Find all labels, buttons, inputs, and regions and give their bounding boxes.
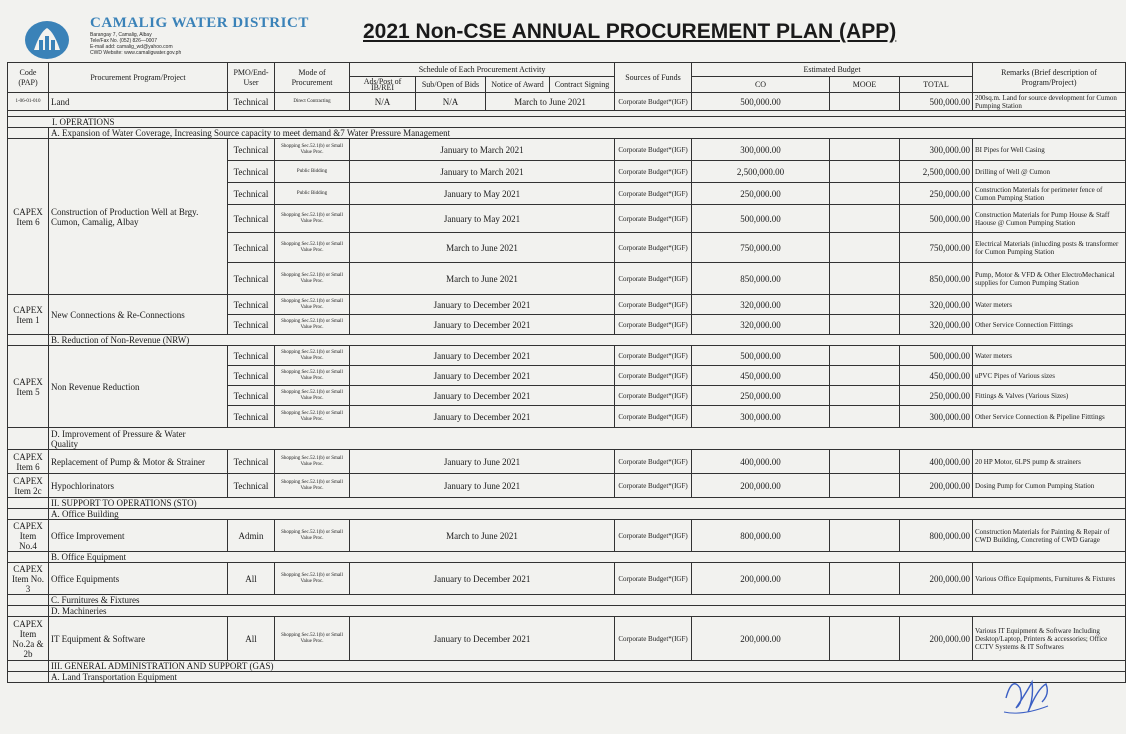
organization-header <box>90 15 309 56</box>
source-cell: Corporate Budget*(IGF) <box>615 263 692 295</box>
schedule-cell: January to May 2021 <box>350 183 615 205</box>
mooe-cell <box>830 450 900 474</box>
source-cell: Corporate Budget*(IGF) <box>615 474 692 498</box>
section-heading: II. SUPPORT TO OPERATIONS (STO) <box>49 498 1126 509</box>
mooe-cell <box>830 233 900 263</box>
total-cell: 320,000.00 <box>900 295 973 315</box>
mooe-cell <box>830 295 900 315</box>
schedule-cell: March to June 2021 <box>486 93 615 111</box>
co-cell: 300,000.00 <box>692 406 830 428</box>
source-cell: Corporate Budget*(IGF) <box>615 563 692 595</box>
co-cell: 250,000.00 <box>692 183 830 205</box>
ads-cell: N/A <box>350 93 416 111</box>
pmo-cell: Technical <box>228 139 275 161</box>
schedule-cell: March to June 2021 <box>350 263 615 295</box>
code-cell: 1-06-01-010 <box>8 93 49 111</box>
mode-cell: Shopping Sec.52.1(b) or Small Value Proc. <box>275 366 350 386</box>
section-heading: A. Land Transportation Equipment <box>49 672 1126 683</box>
remarks-cell: Various IT Equipment & Software Including Desktop/Laptop, Printers & accessories; Office CCTV Systems & IT Softwares <box>973 617 1126 661</box>
col-remarks: Remarks (Brief description of Program/Project) <box>973 63 1126 93</box>
pmo-cell: Technical <box>228 161 275 183</box>
table-row <box>8 474 1126 498</box>
total-cell: 2,500,000.00 <box>900 161 973 183</box>
schedule-cell: January to December 2021 <box>350 346 615 366</box>
total-cell: 250,000.00 <box>900 386 973 406</box>
mooe-cell <box>830 346 900 366</box>
co-cell: 800,000.00 <box>692 520 830 552</box>
schedule-cell: January to December 2021 <box>350 406 615 428</box>
pmo-cell: All <box>228 563 275 595</box>
pmo-cell: Technical <box>228 450 275 474</box>
code-cell: CAPEX Item 1 <box>8 295 49 335</box>
table-row <box>8 520 1126 552</box>
co-cell: 250,000.00 <box>692 386 830 406</box>
code-cell: CAPEX Item 6 <box>8 450 49 474</box>
program-cell: Non Revenue Reduction <box>49 346 228 428</box>
pmo-cell: Technical <box>228 263 275 295</box>
remarks-cell: 20 HP Motor, 6LPS pump & strainers <box>973 450 1126 474</box>
total-cell: 500,000.00 <box>900 93 973 111</box>
remarks-cell: Water meters <box>973 295 1126 315</box>
program-cell: Office Equipments <box>49 563 228 595</box>
mode-cell: Shopping Sec.52.1(b) or Small Value Proc. <box>275 295 350 315</box>
total-cell: 300,000.00 <box>900 139 973 161</box>
mode-cell: Public Bidding <box>275 183 350 205</box>
code-cell: CAPEX Item No. 3 <box>8 563 49 595</box>
schedule-cell: January to June 2021 <box>350 450 615 474</box>
code-cell: CAPEX Item 2c <box>8 474 49 498</box>
pmo-cell: Technical <box>228 183 275 205</box>
section-heading: I. OPERATIONS <box>8 117 1126 128</box>
remarks-cell: Water meters <box>973 346 1126 366</box>
table-row <box>8 295 1126 315</box>
handwritten-signature <box>998 668 1058 718</box>
table-row <box>8 563 1126 595</box>
remarks-cell: BI Pipes for Well Casing <box>973 139 1126 161</box>
remarks-cell: Construction Materials for Painting & Repair of CWD Building, Concreting of CWD Garage <box>973 520 1126 552</box>
remarks-cell: Electrical Materials (inlucding posts & transformer for Cumon Pumping Station <box>973 233 1126 263</box>
col-sub-open: Sub/Open of Bids <box>416 77 486 93</box>
total-cell: 200,000.00 <box>900 474 973 498</box>
program-cell: Land <box>49 93 228 111</box>
schedule-cell: January to December 2021 <box>350 563 615 595</box>
col-code: Code (PAP) <box>8 63 49 93</box>
co-cell: 200,000.00 <box>692 617 830 661</box>
total-cell: 450,000.00 <box>900 366 973 386</box>
pmo-cell: All <box>228 617 275 661</box>
source-cell: Corporate Budget*(IGF) <box>615 315 692 335</box>
org-name: CAMALIG WATER DISTRICT <box>90 15 309 31</box>
mode-cell: Shopping Sec.52.1(b) or Small Value Proc. <box>275 406 350 428</box>
source-cell: Corporate Budget*(IGF) <box>615 386 692 406</box>
co-cell: 850,000.00 <box>692 263 830 295</box>
col-program: Procurement Program/Project <box>49 63 228 93</box>
total-cell: 200,000.00 <box>900 563 973 595</box>
sub-open-cell: N/A <box>416 93 486 111</box>
source-cell: Corporate Budget*(IGF) <box>615 161 692 183</box>
remarks-cell: Drilling of Well @ Cumon <box>973 161 1126 183</box>
water-district-logo <box>24 20 70 60</box>
mode-cell: Shopping Sec.52.1(b) or Small Value Proc. <box>275 233 350 263</box>
mooe-cell <box>830 617 900 661</box>
mooe-cell <box>830 93 900 111</box>
co-cell: 200,000.00 <box>692 563 830 595</box>
mode-cell: Shopping Sec.52.1(b) or Small Value Proc. <box>275 386 350 406</box>
schedule-cell: January to May 2021 <box>350 205 615 233</box>
schedule-cell: January to December 2021 <box>350 315 615 335</box>
total-cell: 750,000.00 <box>900 233 973 263</box>
remarks-cell: Other Service Connection Fitttings <box>973 315 1126 335</box>
section-heading: B. Reduction of Non-Revenue (NRW) <box>49 335 1126 346</box>
mode-cell: Shopping Sec.52.1(b) or Small Value Proc. <box>275 520 350 552</box>
total-cell: 320,000.00 <box>900 315 973 335</box>
col-budget: Estimated Budget <box>692 63 973 77</box>
co-cell: 200,000.00 <box>692 474 830 498</box>
code-cell: CAPEX Item 5 <box>8 346 49 428</box>
schedule-cell: January to June 2021 <box>350 474 615 498</box>
col-mode: Mode of Procurement <box>275 63 350 93</box>
mooe-cell <box>830 161 900 183</box>
page-title: 2021 Non-CSE ANNUAL PROCUREMENT PLAN (APP) <box>363 20 897 43</box>
source-cell: Corporate Budget*(IGF) <box>615 366 692 386</box>
schedule-cell: January to December 2021 <box>350 295 615 315</box>
col-notice: Notice of Award <box>486 77 550 93</box>
mooe-cell <box>830 474 900 498</box>
total-cell: 850,000.00 <box>900 263 973 295</box>
total-cell: 400,000.00 <box>900 450 973 474</box>
col-ads: Ads/Post of IB/REI <box>350 77 416 93</box>
procurement-table <box>7 62 1126 683</box>
schedule-cell: March to June 2021 <box>350 520 615 552</box>
table-row <box>8 139 1126 161</box>
co-cell: 400,000.00 <box>692 450 830 474</box>
mooe-cell <box>830 315 900 335</box>
section-heading: A. Expansion of Water Coverage, Increasing Source capacity to meet demand &7 Water Pressure Management <box>49 128 1126 139</box>
co-cell: 500,000.00 <box>692 93 830 111</box>
source-cell: Corporate Budget*(IGF) <box>615 450 692 474</box>
source-cell: Corporate Budget*(IGF) <box>615 205 692 233</box>
program-cell: Replacement of Pump & Motor & Strainer <box>49 450 228 474</box>
source-cell: Corporate Budget*(IGF) <box>615 183 692 205</box>
section-heading: III. GENERAL ADMINISTRATION AND SUPPORT (GAS) <box>49 661 1126 672</box>
remarks-cell: Construction Materials for Pump House & Staff Haouse @ Cumon Pumping Station <box>973 205 1126 233</box>
program-cell: Construction of Production Well at Brgy. Cumon, Camalig, Albay <box>49 139 228 295</box>
org-address: Barangay 7, Camalig, Albay <box>90 32 152 38</box>
org-website: CWD Website: www.camaligwater.gov.ph <box>90 50 182 56</box>
pmo-cell: Admin <box>228 520 275 552</box>
co-cell: 320,000.00 <box>692 295 830 315</box>
section-heading: A. Office Building <box>49 509 1126 520</box>
section-heading-text: D. Improvement of Pressure & Water Quality <box>51 428 186 449</box>
mode-cell: Shopping Sec.52.1(b) or Small Value Proc. <box>275 474 350 498</box>
mooe-cell <box>830 263 900 295</box>
pmo-cell: Technical <box>228 386 275 406</box>
mooe-cell <box>830 520 900 552</box>
mode-cell: Shopping Sec.52.1(b) or Small Value Proc. <box>275 346 350 366</box>
section-heading <box>49 428 1126 450</box>
total-cell: 500,000.00 <box>900 205 973 233</box>
pmo-cell: Technical <box>228 474 275 498</box>
pmo-cell: Technical <box>228 406 275 428</box>
remarks-cell: Pump, Motor & VFD & Other ElectroMechanical supplies for Cumon Pumping Station <box>973 263 1126 295</box>
code-cell: CAPEX Item 6 <box>8 139 49 295</box>
col-total: TOTAL <box>900 77 973 93</box>
remarks-cell: 200sq.m. Land for source development for Cumon Pumping Station <box>973 93 1126 111</box>
col-sources: Sources of Funds <box>615 63 692 93</box>
co-cell: 500,000.00 <box>692 205 830 233</box>
mooe-cell <box>830 139 900 161</box>
mode-cell: Shopping Sec.52.1(b) or Small Value Proc. <box>275 617 350 661</box>
remarks-cell: Other Service Connection & Pipeline Fitttings <box>973 406 1126 428</box>
source-cell: Corporate Budget*(IGF) <box>615 520 692 552</box>
mooe-cell <box>830 406 900 428</box>
remarks-cell: Dosing Pump for Cumon Pumping Station <box>973 474 1126 498</box>
mode-cell: Direct Contracting <box>275 93 350 111</box>
co-cell: 500,000.00 <box>692 346 830 366</box>
remarks-cell: Construction Materials for perimeter fence of Cumon Pumping Station <box>973 183 1126 205</box>
col-contract: Contract Signing <box>550 77 615 93</box>
total-cell: 250,000.00 <box>900 183 973 205</box>
pmo-cell: Technical <box>228 233 275 263</box>
remarks-cell: Various Office Equipments, Furnitures & Fixtures <box>973 563 1126 595</box>
col-co: CO <box>692 77 830 93</box>
schedule-cell: January to December 2021 <box>350 386 615 406</box>
mode-cell: Shopping Sec.52.1(b) or Small Value Proc. <box>275 450 350 474</box>
co-cell: 2,500,000.00 <box>692 161 830 183</box>
pmo-cell: Technical <box>228 295 275 315</box>
schedule-cell: March to June 2021 <box>350 233 615 263</box>
pmo-cell: Technical <box>228 93 275 111</box>
source-cell: Corporate Budget*(IGF) <box>615 406 692 428</box>
col-mooe: MOOE <box>830 77 900 93</box>
col-pmo: PMO/End-User <box>228 63 275 93</box>
total-cell: 500,000.00 <box>900 346 973 366</box>
schedule-cell: January to March 2021 <box>350 139 615 161</box>
mooe-cell <box>830 563 900 595</box>
org-email: E-mail add: camalig_wd@yahoo.com <box>90 44 173 50</box>
mode-cell: Shopping Sec.52.1(b) or Small Value Proc. <box>275 263 350 295</box>
mooe-cell <box>830 183 900 205</box>
table-row <box>8 93 1126 111</box>
table-row <box>8 346 1126 366</box>
org-phone: Tele/Fax No. (052) 826—0007 <box>90 38 157 44</box>
source-cell: Corporate Budget*(IGF) <box>615 233 692 263</box>
remarks-cell: uPVC Pipes of Various sizes <box>973 366 1126 386</box>
total-cell: 300,000.00 <box>900 406 973 428</box>
section-heading: D. Machineries <box>49 606 1126 617</box>
program-cell: New Connections & Re-Connections <box>49 295 228 335</box>
program-cell: Hypochlorinators <box>49 474 228 498</box>
pmo-cell: Technical <box>228 205 275 233</box>
total-cell: 200,000.00 <box>900 617 973 661</box>
program-cell: IT Equipment & Software <box>49 617 228 661</box>
code-cell: CAPEX Item No.2a & 2b <box>8 617 49 661</box>
section-heading: B. Office Equipment <box>49 552 1126 563</box>
schedule-cell: January to December 2021 <box>350 366 615 386</box>
co-cell: 320,000.00 <box>692 315 830 335</box>
table-row <box>8 617 1126 661</box>
co-cell: 300,000.00 <box>692 139 830 161</box>
co-cell: 750,000.00 <box>692 233 830 263</box>
total-cell: 800,000.00 <box>900 520 973 552</box>
co-cell: 450,000.00 <box>692 366 830 386</box>
pmo-cell: Technical <box>228 366 275 386</box>
mode-cell: Shopping Sec.52.1(b) or Small Value Proc. <box>275 205 350 233</box>
mode-cell: Shopping Sec.52.1(b) or Small Value Proc. <box>275 563 350 595</box>
mode-cell: Public Bidding <box>275 161 350 183</box>
code-cell: CAPEX Item No.4 <box>8 520 49 552</box>
mooe-cell <box>830 205 900 233</box>
source-cell: Corporate Budget*(IGF) <box>615 139 692 161</box>
source-cell: Corporate Budget*(IGF) <box>615 346 692 366</box>
mode-cell: Shopping Sec.52.1(b) or Small Value Proc. <box>275 315 350 335</box>
source-cell: Corporate Budget*(IGF) <box>615 295 692 315</box>
section-heading: C. Furnitures & Fixtures <box>49 595 1126 606</box>
table-row <box>8 450 1126 474</box>
col-schedule: Schedule of Each Procurement Activity <box>350 63 615 77</box>
source-cell: Corporate Budget*(IGF) <box>615 617 692 661</box>
schedule-cell: January to December 2021 <box>350 617 615 661</box>
remarks-cell: Fittings & Valves (Various Sizes) <box>973 386 1126 406</box>
pmo-cell: Technical <box>228 346 275 366</box>
mooe-cell <box>830 386 900 406</box>
schedule-cell: January to March 2021 <box>350 161 615 183</box>
source-cell: Corporate Budget*(IGF) <box>615 93 692 111</box>
mode-cell: Shopping Sec.52.1(b) or Small Value Proc. <box>275 139 350 161</box>
pmo-cell: Technical <box>228 315 275 335</box>
mooe-cell <box>830 366 900 386</box>
program-cell: Office Improvement <box>49 520 228 552</box>
